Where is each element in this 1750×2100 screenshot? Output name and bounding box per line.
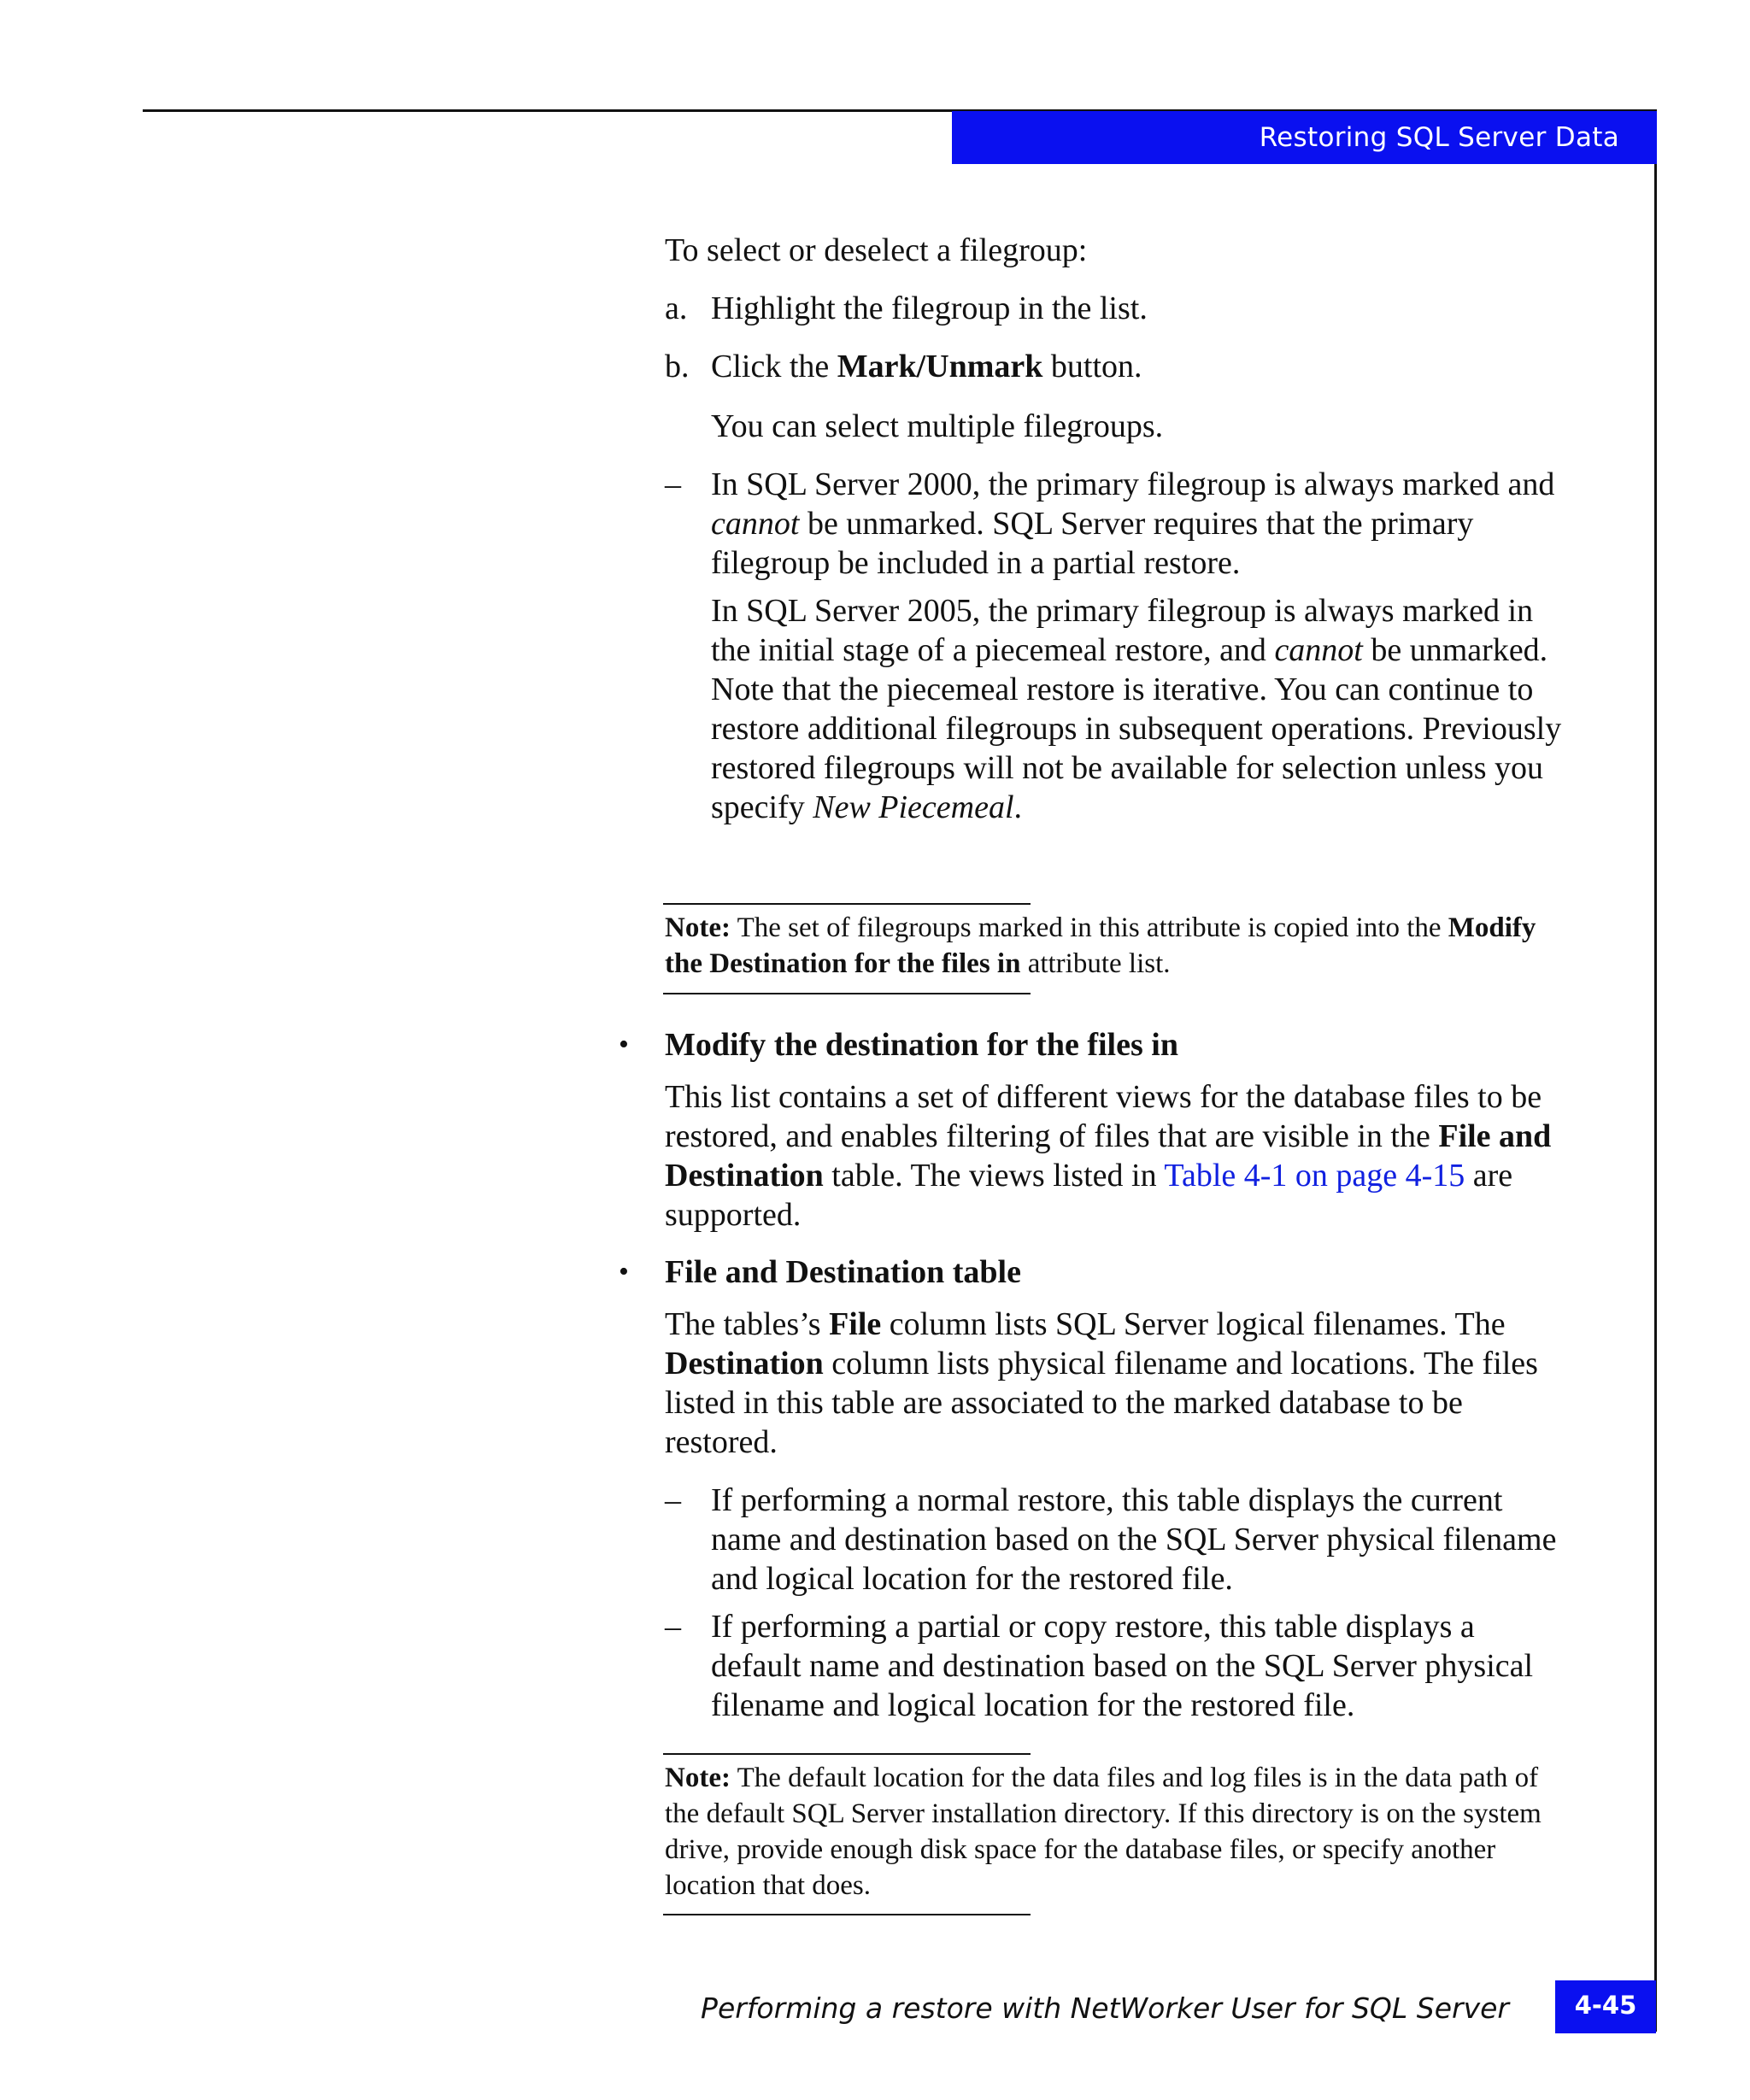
note1 xyxy=(665,910,1571,982)
note1-bottom-rule xyxy=(663,993,1031,994)
section-title-tab: Restoring SQL Server Data xyxy=(952,111,1657,164)
sql2005-t2: be unmarked. Note that the piecemeal restore is iterative. You can continue to restore additional filegroups in subsequent operations. Previously restored filegroups will not be available for selection unless you specify xyxy=(711,632,1562,825)
dash-partial-marker: – xyxy=(665,1609,681,1645)
footer-title: Performing a restore with NetWorker User for SQL Server xyxy=(701,1991,1509,2025)
dash-2000-t1: In SQL Server 2000, the primary filegroup is always marked and xyxy=(711,466,1555,502)
step-b-marker: b. xyxy=(665,349,690,384)
step-a-text: Highlight the filegroup in the list. xyxy=(711,290,1148,326)
sql2005-t3: . xyxy=(1013,789,1023,825)
step-b-pre: Click the xyxy=(711,349,837,384)
page-number: 4-45 xyxy=(1555,1980,1656,2033)
file-dest-heading: File and Destination table xyxy=(665,1254,1021,1290)
dash-normal-marker: – xyxy=(665,1482,681,1518)
modify-t3: are supported. xyxy=(665,1158,1513,1233)
note1-top-rule xyxy=(663,903,1031,905)
note1-t2: attribute list. xyxy=(1020,948,1171,979)
modify-paragraph xyxy=(665,1077,1562,1235)
table-4-1-link[interactable]: Table 4-1 on page 4-15 xyxy=(1164,1158,1465,1194)
dash-2000-t2: be unmarked. SQL Server requires that the primary filegroup be included in a partial restore. xyxy=(711,506,1474,581)
dash-2000-marker: – xyxy=(665,466,681,502)
dash-2000-text xyxy=(711,465,1565,583)
mark-unmark-term: Mark/Unmark xyxy=(837,349,1043,384)
sql2005-t1: In SQL Server 2005, the primary filegroup is always marked in the initial stage of a piecemeal restore, and xyxy=(711,593,1534,668)
file-dest-t1: The tables’s xyxy=(665,1306,830,1342)
note2-text: The default location for the data files and log files is in the data path of the default SQL Server installation directory. If this directory is on the system drive, provide enough disk space for the database files, or specify another location that does. xyxy=(665,1763,1542,1901)
note1-bold: Modify the Destination for the files in xyxy=(665,912,1536,979)
dash-normal-text: If performing a normal restore, this table displays the current name and destination based on the SQL Server physical filename and logical location for the restored file. xyxy=(711,1482,1557,1597)
step-a-marker: a. xyxy=(665,290,688,326)
multi-select-text: You can select multiple filegroups. xyxy=(711,408,1164,444)
modify-bullet: • xyxy=(619,1029,629,1060)
step-b-text xyxy=(711,347,1565,386)
file-dest-t2: column lists SQL Server logical filenames. The xyxy=(881,1306,1506,1342)
modify-bold: File and Destination xyxy=(665,1118,1552,1194)
file-dest-bullet: • xyxy=(619,1256,629,1288)
file-dest-b2: Destination xyxy=(665,1346,824,1381)
step-b-post: button. xyxy=(1042,349,1142,384)
file-dest-b1: File xyxy=(829,1306,882,1342)
page-right-rule xyxy=(1654,109,1657,2032)
note2-top-rule xyxy=(663,1753,1031,1755)
modify-t2: table. The views listed in xyxy=(823,1158,1165,1194)
note1-t1: The set of filegroups marked in this attribute is copied into the xyxy=(730,912,1448,943)
note2-bottom-rule xyxy=(663,1914,1031,1915)
dash-2000-em: cannot xyxy=(711,506,800,542)
note2 xyxy=(665,1760,1571,1903)
sql2005-em1: cannot xyxy=(1274,632,1363,668)
sql2005-paragraph xyxy=(711,591,1565,827)
modify-t1: This list contains a set of different views for the database files to be restored, and enables filtering of files that are visible in the xyxy=(665,1079,1542,1154)
file-dest-t3: column lists physical filename and locations. The files listed in this table are associated to the marked database to be restored. xyxy=(665,1346,1538,1460)
file-dest-paragraph xyxy=(665,1305,1562,1462)
modify-heading: Modify the destination for the files in xyxy=(665,1027,1178,1063)
note1-label: Note: xyxy=(665,912,731,943)
sql2005-em2: New Piecemeal xyxy=(813,789,1014,825)
steps-intro: To select or deselect a filegroup: xyxy=(665,232,1088,268)
note2-label: Note: xyxy=(665,1763,731,1793)
dash-partial-text: If performing a partial or copy restore, this table displays a default name and destination based on the SQL Server physical filename and logical location for the restored file. xyxy=(711,1609,1534,1723)
